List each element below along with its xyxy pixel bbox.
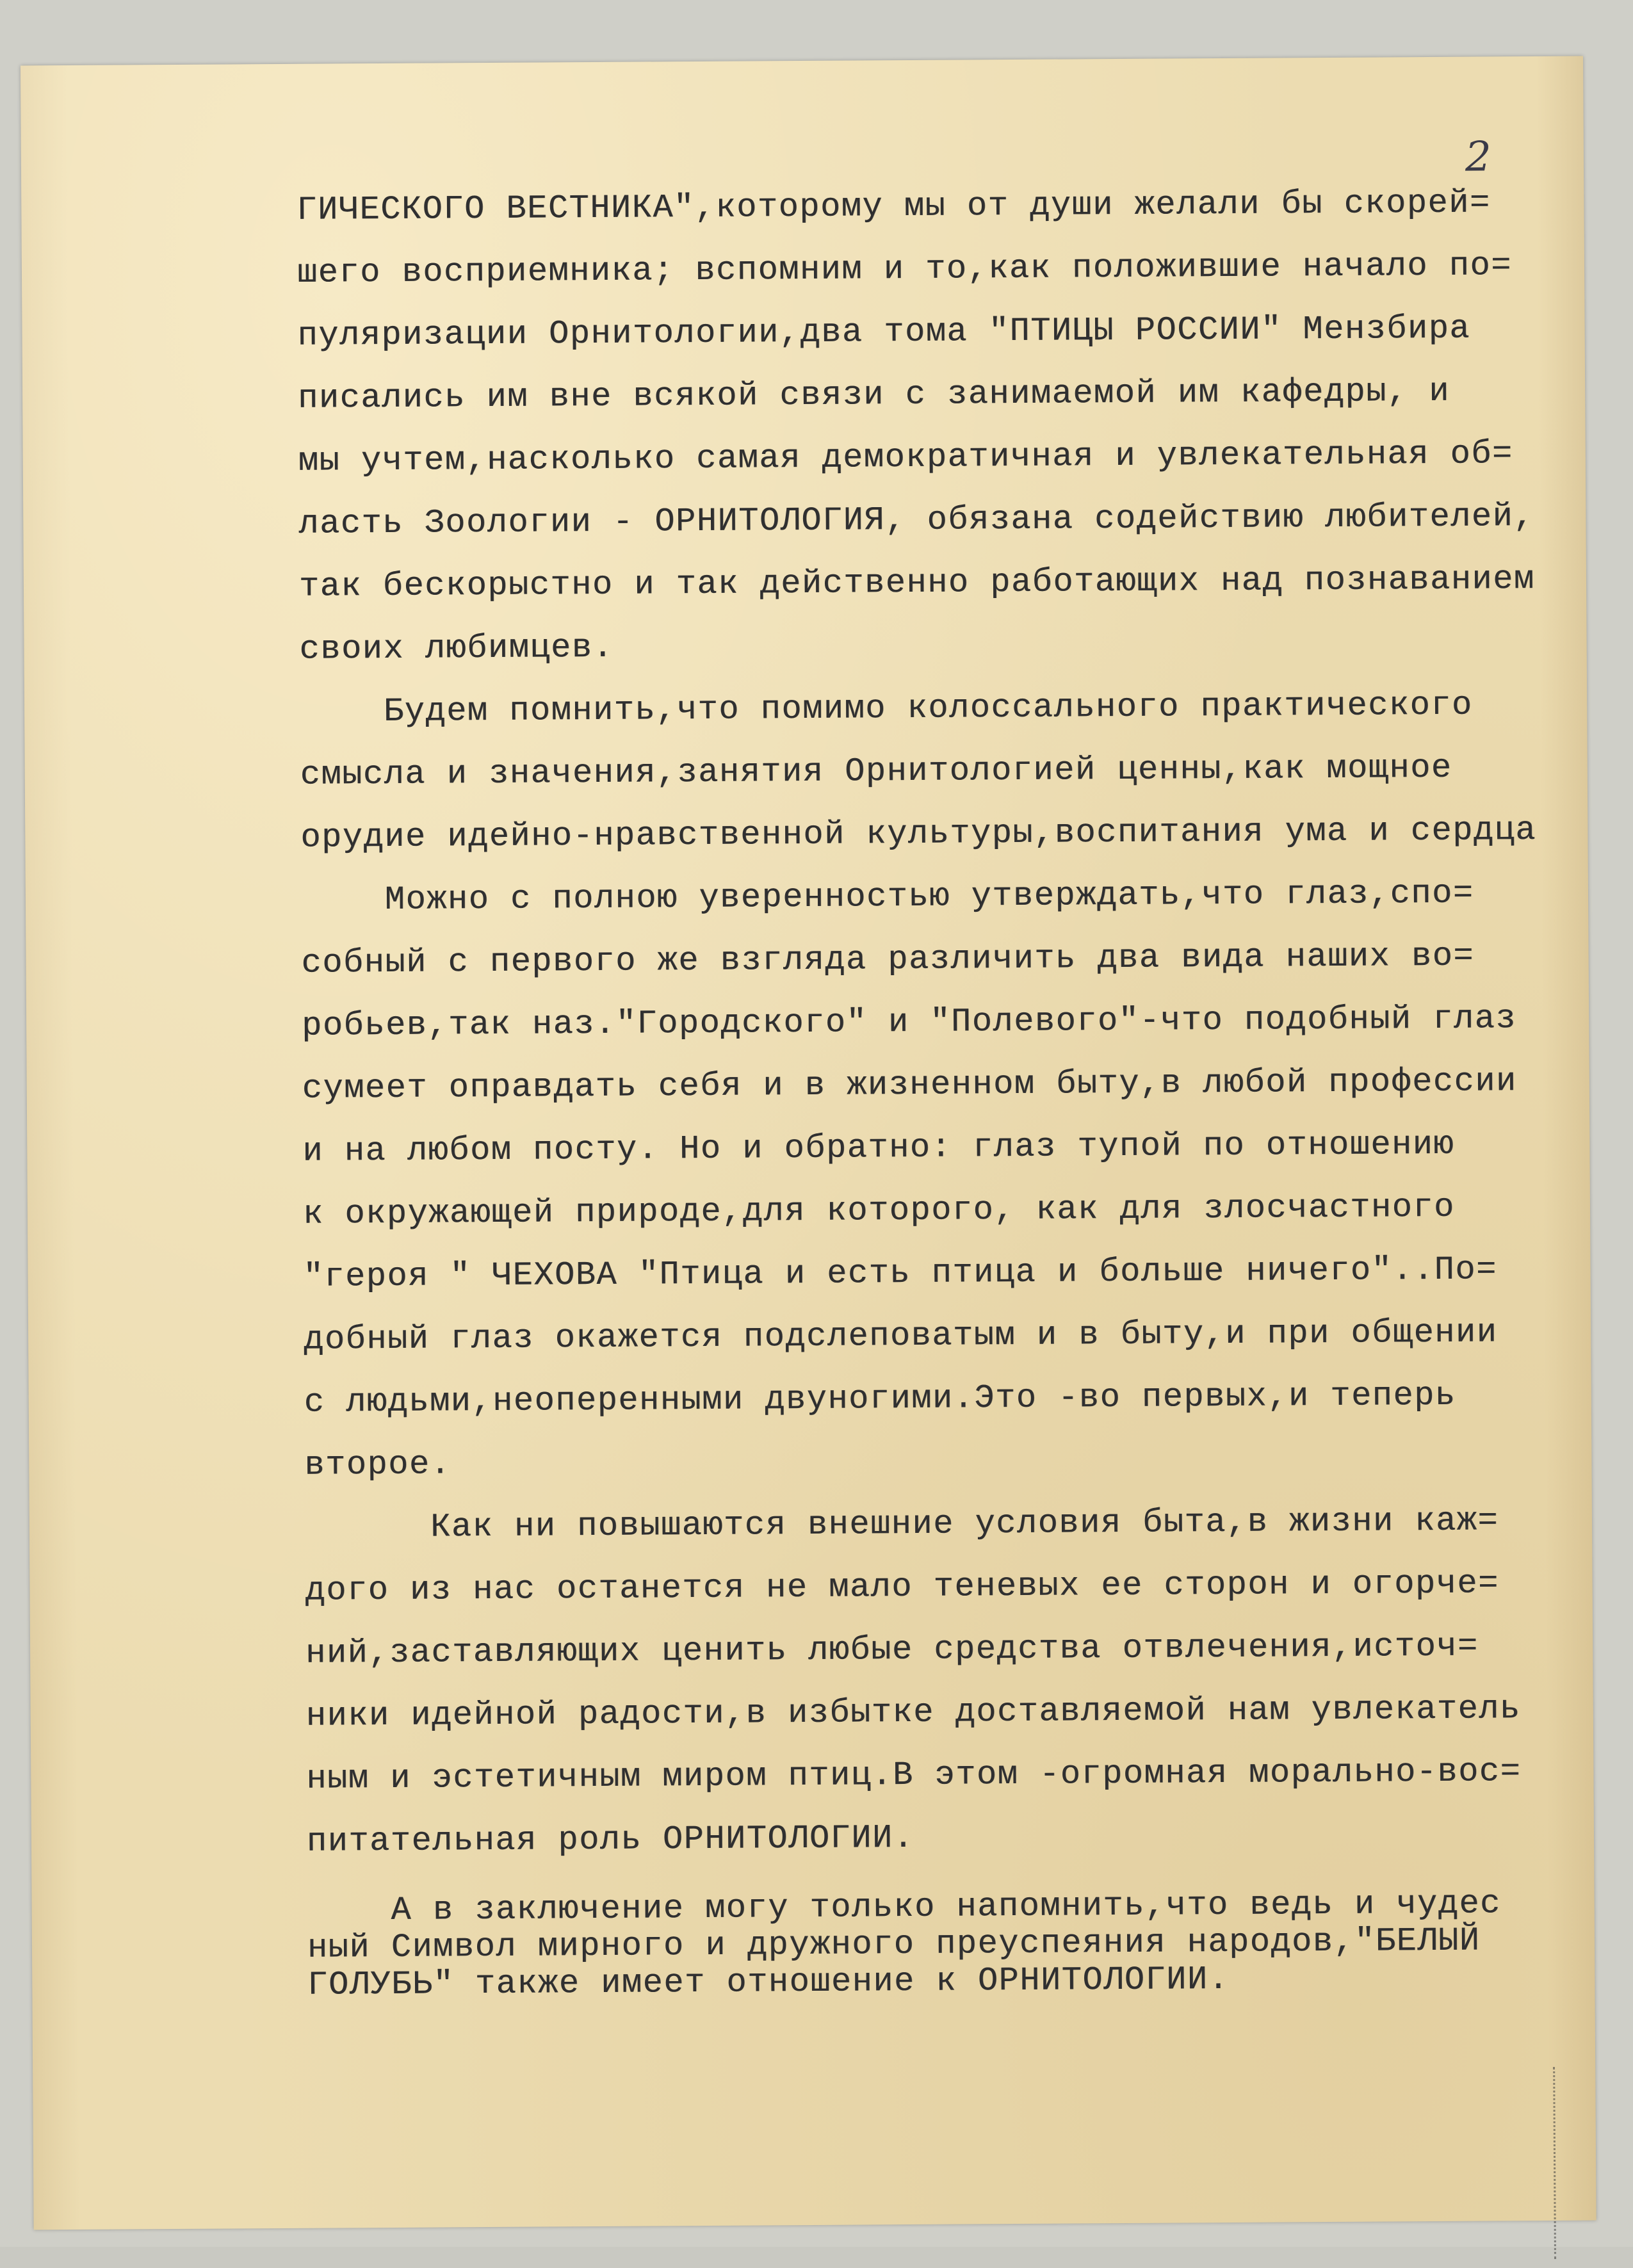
text-line: так бескорыстно и так действенно работающих над познаванием xyxy=(298,560,1535,606)
text-line: шего восприемника; вспомним и то,как положившие начало по= xyxy=(297,247,1513,292)
closing-paragraph-line: А в заключение могу только напомнить,что ведь и чудес xyxy=(307,1884,1501,1930)
page-number: 2 xyxy=(1465,133,1491,181)
text-line: с людьми,неоперенными двуногими.Это -во первых,и теперь xyxy=(304,1376,1456,1422)
closing-paragraph-line: ный Символ мирного и дружного преуспеяния народов,"БЕЛЫЙ xyxy=(307,1922,1481,1967)
text-line: к окружающей природе,для которого, как для злосчастного xyxy=(302,1188,1455,1233)
text-line: сумеет оправдать себя и в жизненном быту,в любой профессии xyxy=(302,1062,1517,1108)
text-line: робьев,так наз."Городского" и "Полевого"-что подобный глаз xyxy=(302,1000,1517,1045)
text-line: и на любом посту. Но и обратно: глаз тупой по отношению xyxy=(302,1125,1455,1170)
paragraph-start-line: Можно с полною уверенностью утверждать,что глаз,спо= xyxy=(300,874,1474,919)
typewritten-page xyxy=(20,56,1596,2230)
paragraph-start-line: Будем помнить,что помимо колоссального практического xyxy=(300,686,1473,731)
text-line: пуляризации Орнитологии,два тома "ПТИЦЫ РОССИИ" Мензбира xyxy=(297,309,1471,355)
typewritten-body xyxy=(297,171,1614,2004)
paper-edge-marks xyxy=(1553,2067,1561,2259)
text-line: орудие идейно-нравственной культуры,воспитания ума и сердца xyxy=(300,811,1537,857)
text-line: дого из нас останется не мало теневых ее сторон и огорче= xyxy=(305,1564,1499,1610)
text-line: собный с первого же взгляда различить два вида наших во= xyxy=(301,937,1475,982)
text-line: ласть Зоологии - ОРНИТОЛОГИЯ, обязана содействию любителей, xyxy=(298,498,1535,543)
text-line: ГИЧЕСКОГО ВЕСТНИКА",которому мы от души желали бы скорей= xyxy=(297,184,1491,229)
closing-paragraph-line: ГОЛУБЬ" также имеет отношение к ОРНИТОЛОГИИ. xyxy=(307,1960,1230,2004)
text-line: добный глаз окажется подслеповатым и в быту,и при общении xyxy=(304,1313,1498,1359)
text-line: ний,заставляющих ценить любые средства отвлечения,источ= xyxy=(305,1627,1479,1673)
text-line: своих любимцев. xyxy=(299,628,614,668)
text-line: писались им вне всякой связи с занимаемой им кафедры, и xyxy=(298,372,1450,417)
text-line: смысла и значения,занятия Орнитологией ценны,как мощное xyxy=(300,749,1452,794)
paragraph-start-line: Как ни повышаются внешние условия быта,в жизни каж= xyxy=(304,1502,1499,1547)
text-line: второе. xyxy=(304,1445,451,1484)
text-line: мы учтем,насколько самая демократичная и увлекательная об= xyxy=(298,435,1513,480)
text-line: питательная роль ОРНИТОЛОГИИ. xyxy=(306,1818,914,1861)
text-line: "героя " ЧЕХОВА "Птица и есть птица и больше ничего"..По= xyxy=(303,1251,1497,1296)
text-line: ники идейной радости,в избытке доставляемой нам увлекатель xyxy=(305,1690,1521,1735)
text-line: ным и эстетичным миром птиц.В этом -огромная морально-вос= xyxy=(306,1753,1522,1798)
